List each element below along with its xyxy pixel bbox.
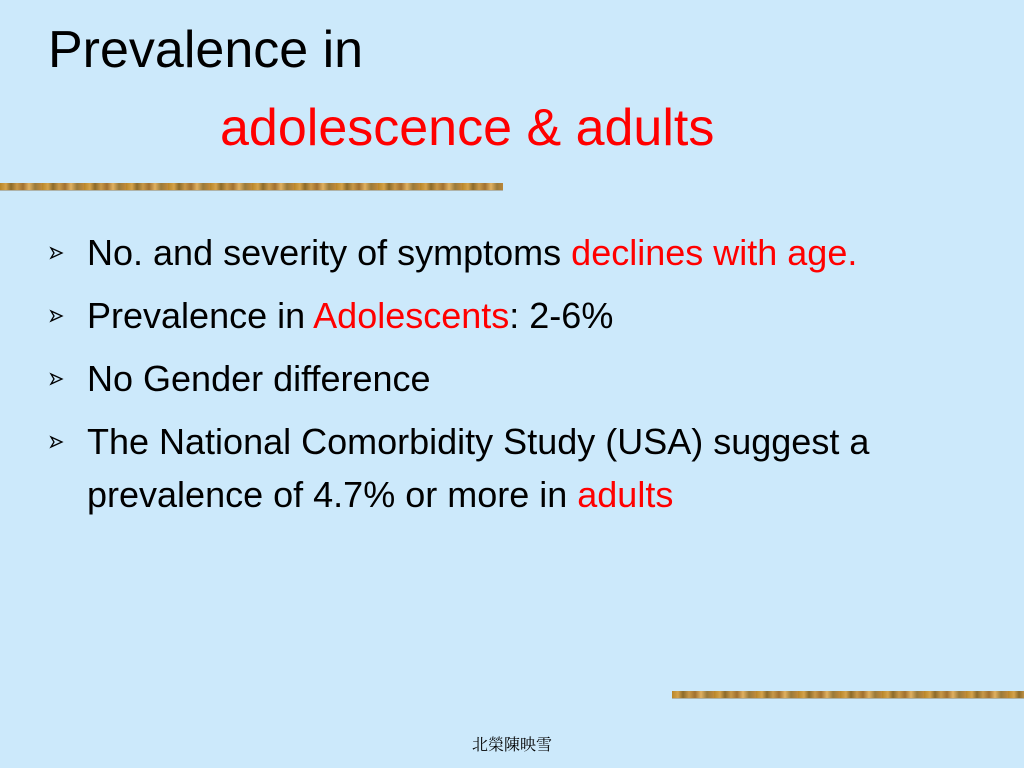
bullet-text: No Gender difference (87, 358, 431, 399)
arrowhead-bullet-icon (48, 307, 66, 325)
bullet-item (48, 352, 948, 405)
arrowhead-bullet-icon (48, 433, 66, 451)
bullet-list (48, 226, 948, 531)
bullet-highlight: adults (577, 474, 674, 515)
bullet-text-after: : 2-6% (509, 295, 614, 336)
bullet-text: Prevalence in (87, 295, 314, 336)
bullet-text: No. and severity of symptoms (87, 232, 572, 273)
bullet-item (48, 289, 948, 342)
footer-text: 北榮陳映雪 (471, 735, 552, 754)
arrowhead-bullet-icon (48, 244, 66, 262)
bullet-highlight: declines with age. (571, 232, 858, 273)
decorative-stripe-top (0, 183, 503, 190)
decorative-stripe-bottom (672, 691, 1024, 698)
bullet-text: The National Comorbidity Study (USA) suggest a prevalence of 4.7% or more in (87, 421, 870, 515)
arrowhead-bullet-icon (48, 370, 66, 388)
slide-subtitle: adolescence & adults (220, 99, 715, 157)
bullet-item (48, 415, 948, 521)
bullet-highlight: Adolescents (313, 295, 510, 336)
slide-title: Prevalence in (48, 21, 364, 79)
bullet-item (48, 226, 948, 279)
